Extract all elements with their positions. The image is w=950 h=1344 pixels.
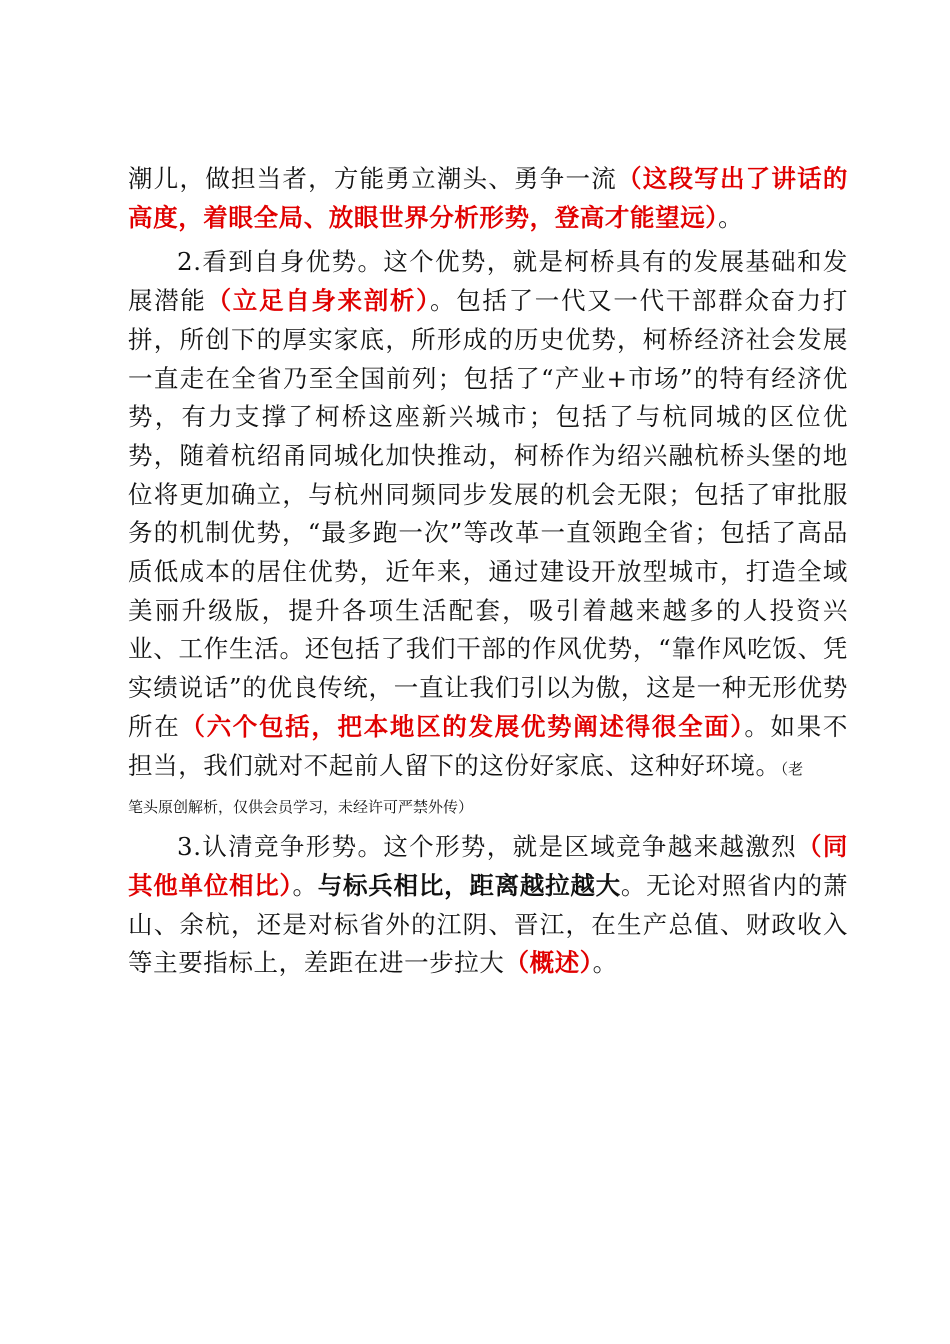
- paragraph-2-body: 。包括了一代又一代干部群众奋力打拼，所创下的厚实家底，所形成的历史优势，柯桥经济社会发展一直走在全省乃至全国前列；包括了“产业+市场”的特有经济优势，有力支撑了柯桥这座新兴城市；包括了与杭同城的区位优势，随着杭绍甬同城化加快推动，柯桥作为绍兴融杭桥头堡的地位将更加确立，与杭州同频同步发展的机会无限；包括了审批服务的机制优势，“最多跑一次”等改革一直领跑全省；包括了高品质低成本的居住优势，近年来，通过建设开放型城市，打造全域美丽升级版，提升各项生活配套，吸引着越来越多的人投资兴业、工作生活。还包括了我们干部的作风优势，“靠作风吃饭、凭实绩说话”的优良传统，一直让我们引以为傲，这是一种无形优势所在: [128, 286, 848, 741]
- paragraph-2-note-start: （老: [780, 759, 804, 778]
- paragraph-3-mid: 。: [292, 870, 318, 900]
- paragraph-3-body: 。无论对照省内的萧山、余杭，还是对标省外的江阴、晋江，在生产总值、财政收入等主要指标上，差距在进一步拉大: [128, 870, 848, 978]
- paragraph-1-text: 潮儿，做担当者，方能勇立潮头、勇争一流: [128, 164, 617, 193]
- paragraph-1: [128, 160, 848, 237]
- paragraph-3: [128, 828, 848, 983]
- paragraph-2-tail: 。如果不 担当，我们就对不起前人留下的这份好家底、这种好环境。: [128, 711, 848, 780]
- paragraph-1-end: 。: [718, 202, 744, 232]
- paragraph-1-annotation: （这段写出了讲话的高度，着眼全局、放眼世界分析形势，登高才能望远）: [128, 164, 848, 232]
- paragraph-2-lead: 2.看到自身优势。这个优势，就是柯桥具有的发展基础和发展潜能: [128, 247, 848, 316]
- document-body: [128, 160, 848, 983]
- paragraph-2-annotation-1: （立足自身来剖析）: [206, 286, 431, 316]
- paragraph-3-annotation-2: （概述）: [504, 948, 593, 978]
- paragraph-3-annotation-1: （同其他单位相比）: [128, 832, 849, 900]
- paragraph-2-annotation-2: （六个包括，把本地区的发展优势阐述得很全面）: [180, 711, 745, 741]
- paragraph-2: [128, 243, 848, 788]
- paragraph-3-emphasis: 与标兵相比，距离越拉越大: [317, 870, 621, 900]
- paragraph-3-end: 。: [592, 948, 618, 978]
- paragraph-3-lead: 3.认清竞争形势。这个形势，就是区域竞争越来越激烈: [177, 832, 798, 862]
- copyright-note: 笔头原创解析，仅供会员学习，未经许可严禁外传）: [128, 798, 474, 817]
